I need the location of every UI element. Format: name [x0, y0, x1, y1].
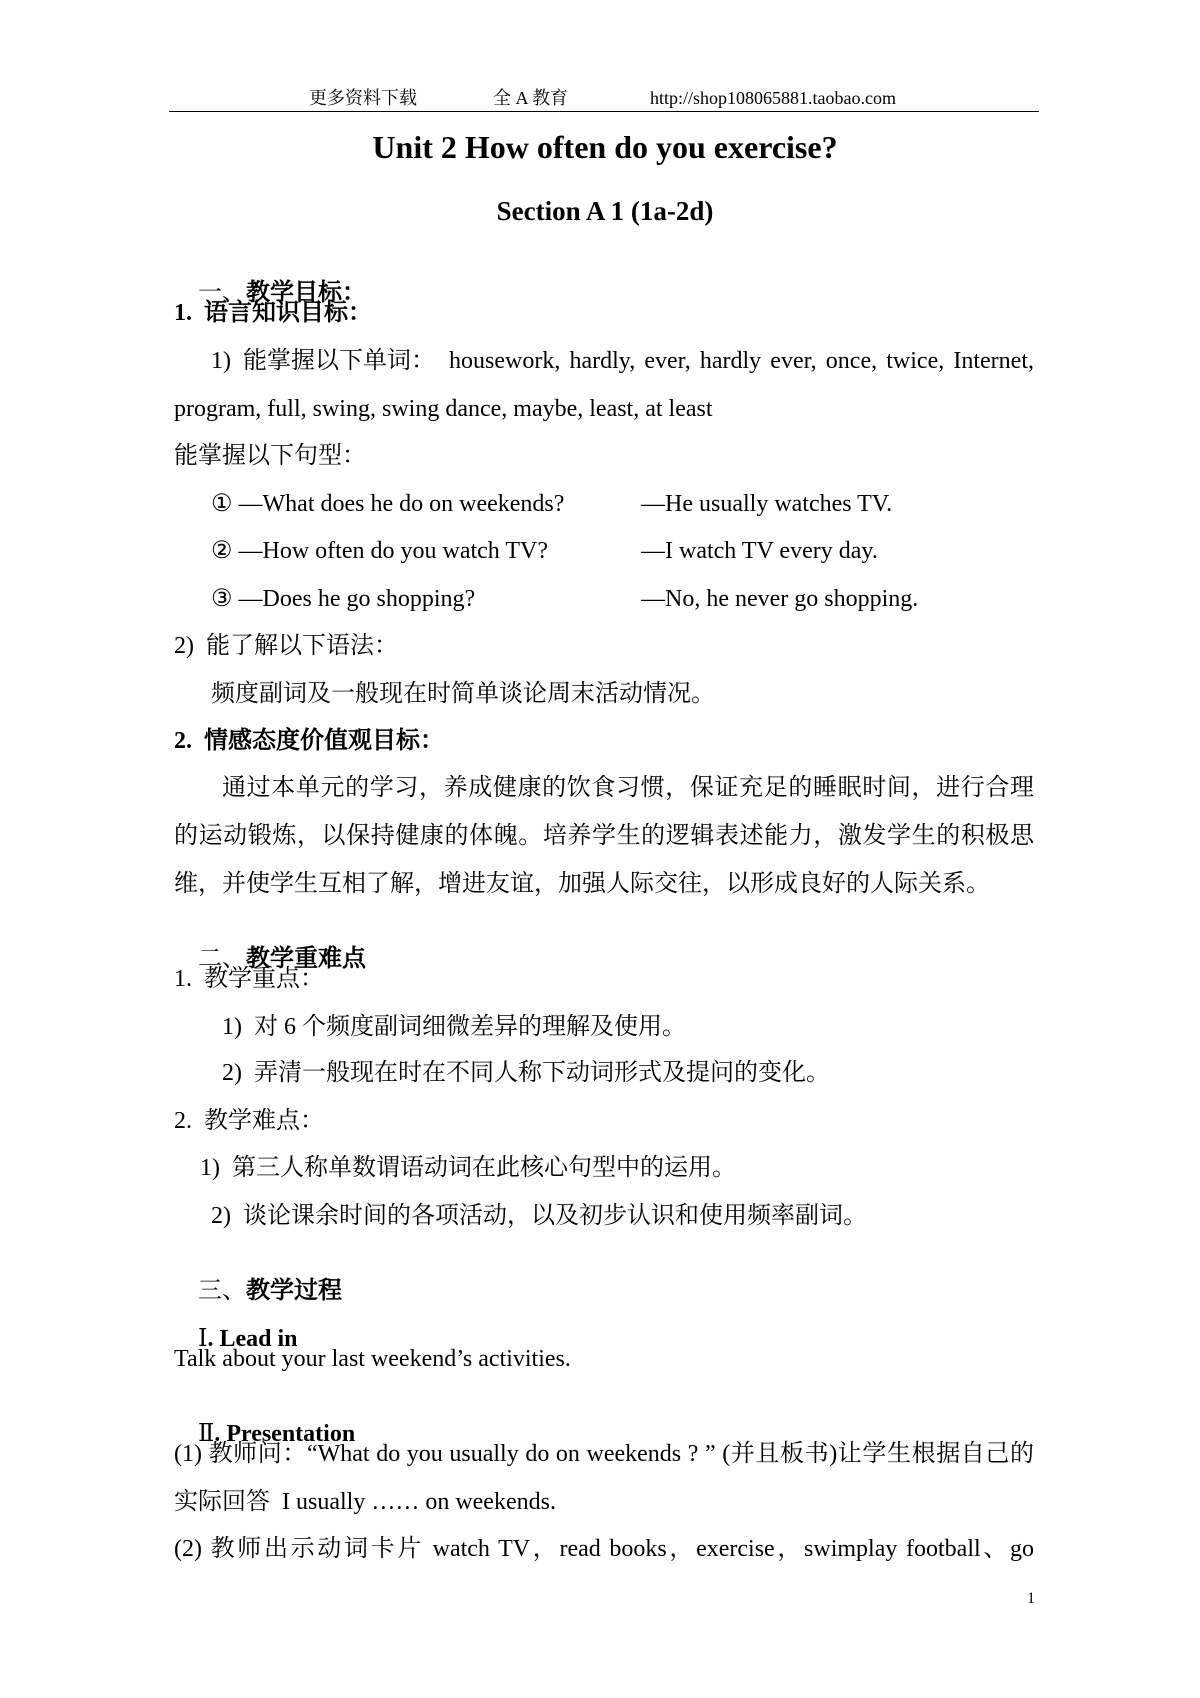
process-heading-prefix: 三、 [198, 1278, 246, 1304]
vocab-label: 1) 能掌握以下单词： [211, 348, 435, 374]
vocab-line-1: housework, hardly, ever, hardly ever, once, twice, Internet, [449, 348, 1034, 374]
presentation-heading [174, 1392, 356, 1447]
page-number: 1 [1027, 1590, 1035, 1607]
focus-item: 1) 对 6 个频度副词细微差异的理解及使用。 [222, 1014, 686, 1040]
difficulty-item: 2) 谈论课余时间的各项活动，以及初步认识和使用频率副词。 [211, 1203, 867, 1229]
pattern-question: ① —What does he do on weekends? [211, 491, 565, 517]
language-goals-heading: 1. 语言知识目标： [174, 300, 372, 326]
presentation-step-1-line: (1) 教师问：“What do you usually do on weekends ? ” (并且板书)让学生根据自己的 [174, 1441, 1034, 1467]
objectives-heading [174, 251, 366, 306]
attitude-paragraph-line: 的运动锻炼，以保持健康的体魄。培养学生的逻辑表述能力，激发学生的积极思 [174, 823, 1034, 849]
attitude-paragraph-line: 维，并使学生互相了解，增进友谊，加强人际交往，以形成良好的人际关系。 [174, 871, 990, 897]
grammar-text: 频度副词及一般现在时简单谈论周末活动情况。 [211, 681, 715, 707]
lead-in-text: Talk about your last weekend’s activities. [174, 1346, 571, 1372]
presentation-numeral: Ⅱ [198, 1421, 215, 1447]
key-points-heading [174, 917, 366, 972]
pattern-question: ② —How often do you watch TV? [211, 538, 549, 564]
key-points-heading-text: 教学重难点 [246, 946, 366, 972]
focus-heading: 1. 教学重点： [174, 966, 324, 992]
header-url-text: http://shop108065881.taobao.com [650, 88, 896, 108]
pattern-question: ③ —Does he go shopping? [211, 586, 476, 612]
page-subtitle: Section A 1 (1a-2d) [496, 196, 714, 226]
attitude-paragraph-line: 通过本单元的学习，养成健康的饮食习惯，保证充足的睡眠时间，进行合理 [222, 775, 1034, 801]
grammar-label: 2) 能了解以下语法： [174, 633, 398, 659]
difficulty-heading: 2. 教学难点： [174, 1108, 324, 1134]
key-points-heading-prefix: 二、 [198, 946, 246, 972]
lead-in-numeral: Ⅰ [198, 1326, 208, 1352]
presentation-step-1-line: 实际回答 I usually …… on weekends. [174, 1489, 556, 1515]
pattern-answer: —No, he never go shopping. [641, 586, 919, 612]
objectives-heading-prefix: 一、 [198, 280, 246, 306]
attitude-goals-heading: 2. 情感态度价值观目标： [174, 728, 444, 754]
process-heading [174, 1249, 342, 1304]
patterns-label: 能掌握以下句型： [174, 443, 366, 469]
header-brand-text: 全 A 教育 [493, 88, 569, 108]
header-rule [169, 111, 1039, 112]
presentation-step-2-line: (2) 教师出示动词卡片 watch TV，read books，exercise，swimplay football、go [174, 1536, 1034, 1562]
objectives-heading-text: 教学目标： [246, 280, 366, 306]
lead-in-heading [174, 1297, 298, 1352]
focus-item: 2) 弄清一般现在时在不同人称下动词形式及提问的变化。 [222, 1060, 830, 1086]
page-title: Unit 2 How often do you exercise? [372, 129, 838, 165]
header-download-text: 更多资料下载 [309, 88, 417, 108]
lead-in-heading-text: . Lead in [207, 1326, 298, 1352]
vocab-line-2: program, full, swing, swing dance, maybe, least, at least [174, 396, 713, 422]
presentation-heading-text: . Presentation [214, 1421, 356, 1447]
difficulty-item: 1) 第三人称单数谓语动词在此核心句型中的运用。 [200, 1155, 736, 1181]
pattern-answer: —I watch TV every day. [641, 538, 878, 564]
pattern-answer: —He usually watches TV. [641, 491, 893, 517]
process-heading-text: 教学过程 [246, 1278, 342, 1304]
